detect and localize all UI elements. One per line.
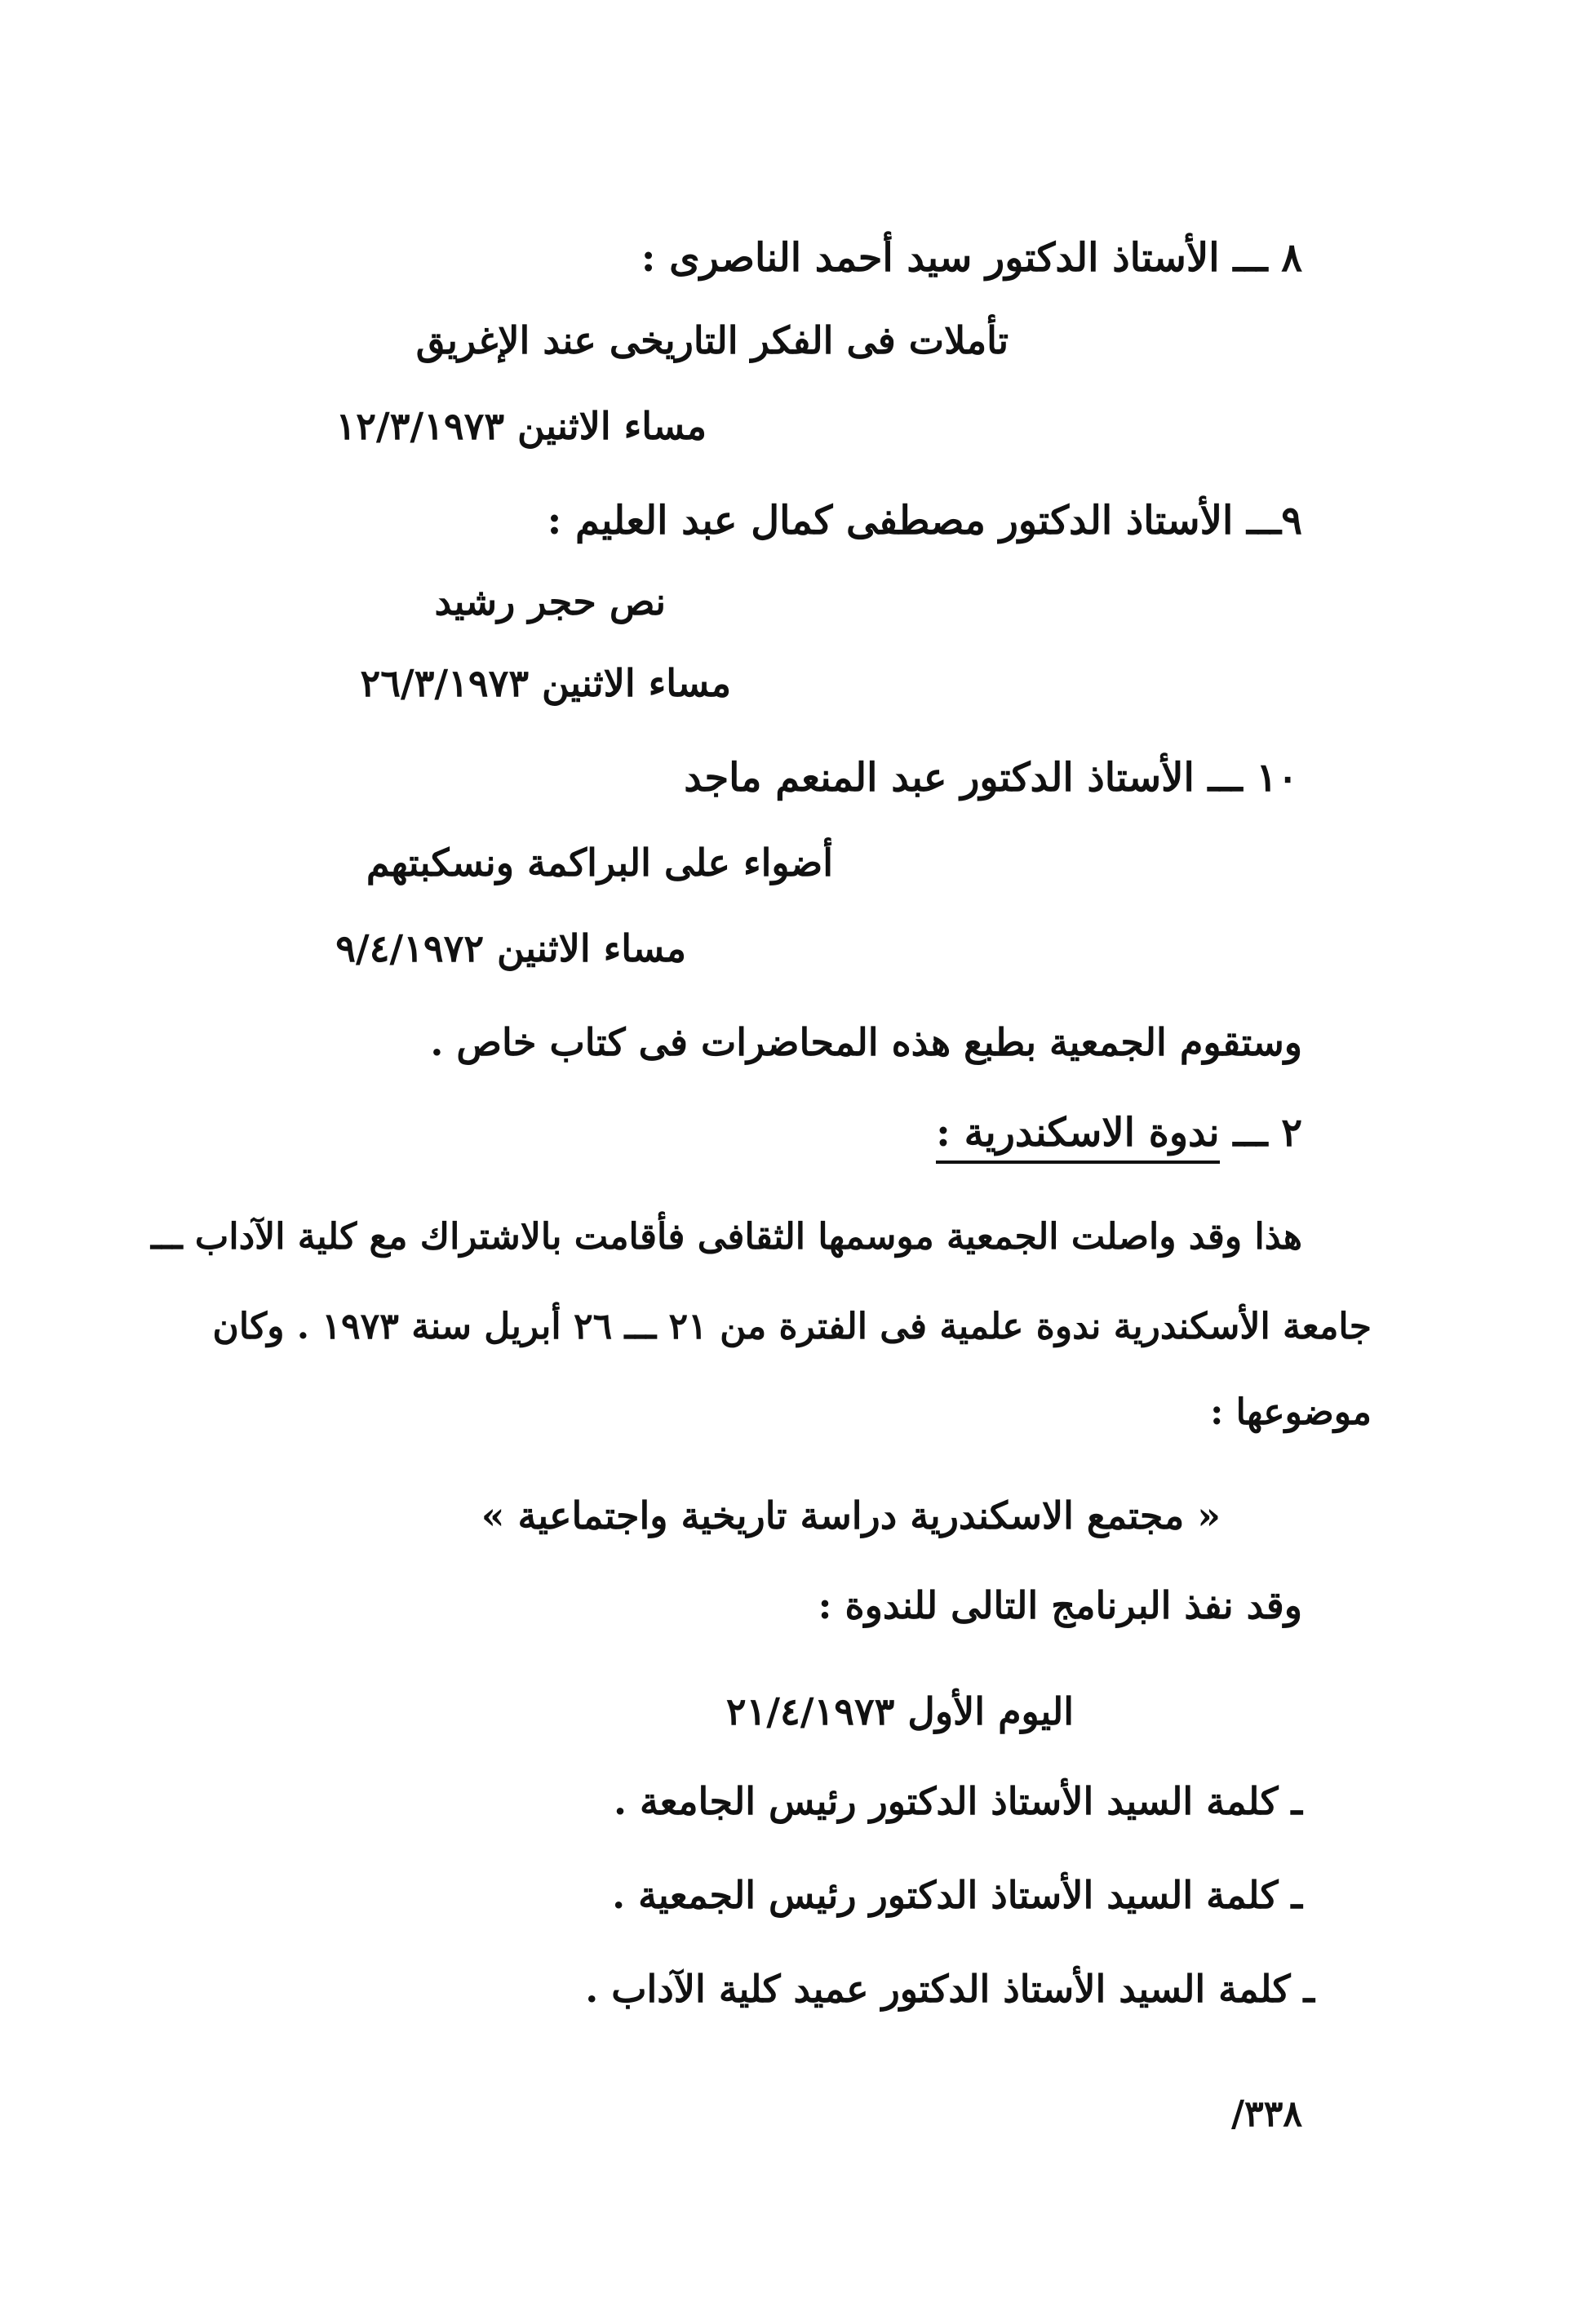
entry-title: أضواء على البراكمة ونسكبتهم [366, 841, 833, 885]
entry-date: مساء الاثنين ٩/٤/١٩٧٢ [335, 926, 686, 970]
entry-heading: ١٠ ـــ الأستاذ الدكتور عبد المنعم ماجد [684, 755, 1298, 801]
day-one-label: اليوم الأول ٢١/٤/١٩٧٣ [725, 1689, 1074, 1733]
entry-date: مساء الاثنين ١٢/٣/١٩٧٣ [335, 404, 707, 448]
program-item: ـ كلمة السيد الأستاذ الدكتور رئيس الجامعة . [613, 1779, 1302, 1823]
program-item: ـ كلمة السيد الأستاذ الدكتور رئيس الجمعية . [612, 1873, 1302, 1917]
closing-note: وستقوم الجمعية بطبع هذه المحاضرات فى كتاب خاص . [430, 1020, 1302, 1064]
page-number: ٣٣٨/ [1231, 2093, 1302, 2135]
paragraph-line: جامعة الأسكندرية ندوة علمية فى الفترة من ٢١ ـــ ٢٦ أبريل سنة ١٩٧٣ . وكان [212, 1306, 1372, 1347]
section-number: ٢ ـــ [1233, 1110, 1302, 1156]
entry-heading: ٩ـــ الأستاذ الدكتور مصطفى كمال عبد العليم : [547, 498, 1302, 544]
section-heading [936, 1110, 1302, 1157]
paragraph-line: موضوعها : [1210, 1391, 1372, 1433]
entry-date: مساء الاثنين ٢٦/٣/١٩٧٣ [360, 661, 731, 705]
entry-title: تأملات فى الفكر التاريخى عند الإغريق [415, 318, 1009, 362]
entry-title: نص حجر رشيد [434, 579, 666, 624]
program-intro: وقد نفذ البرنامج التالى للندوة : [818, 1583, 1302, 1627]
program-item: ـ كلمة السيد الأستاذ الدكتور عميد كلية الآداب . [585, 1967, 1314, 2011]
entry-heading: ٨ ـــ الأستاذ الدكتور سيد أحمد الناصرى : [641, 235, 1302, 281]
section-title: ندوة الاسكندرية : [936, 1110, 1219, 1164]
symposium-topic: « مجتمع الاسكندرية دراسة تاريخية واجتماعية » [481, 1493, 1221, 1538]
paragraph-line: هذا وقد واصلت الجمعية موسمها الثقافى فأقامت بالاشتراك مع كلية الآداب ـــ [150, 1216, 1302, 1258]
